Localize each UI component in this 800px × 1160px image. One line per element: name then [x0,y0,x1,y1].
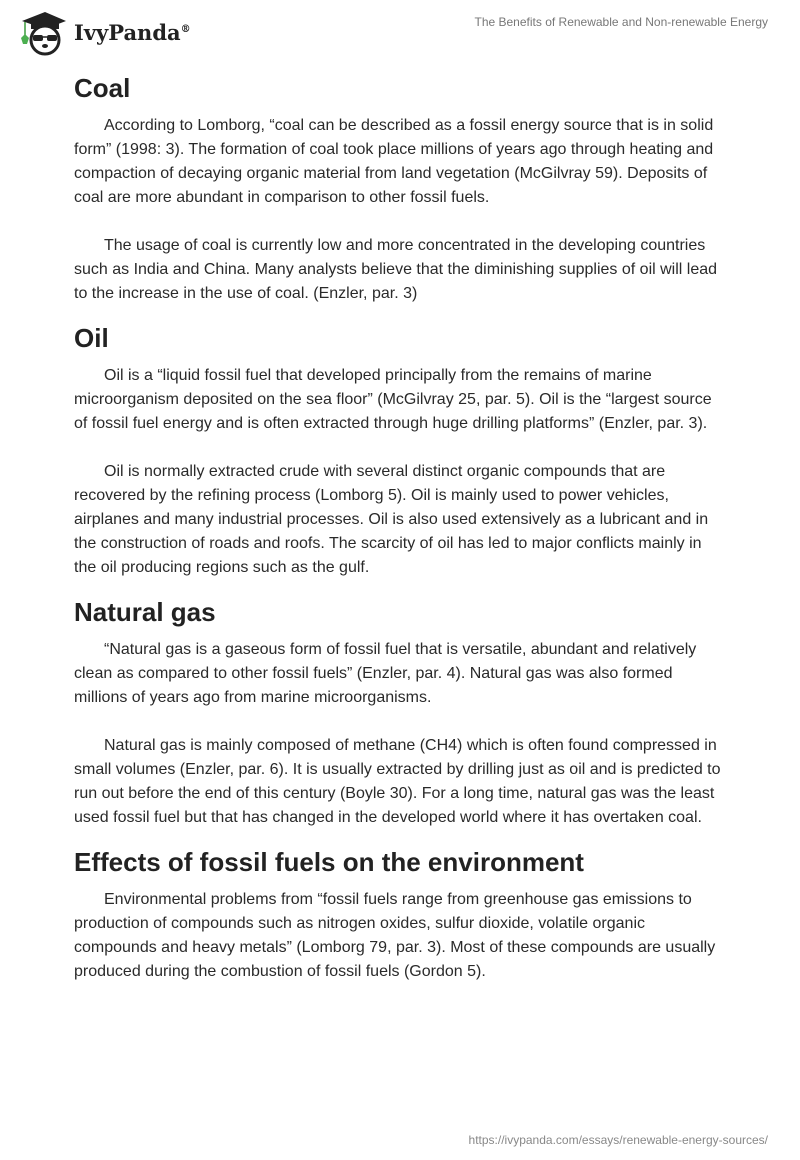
paragraph: Oil is normally extracted crude with several distinct organic compounds that are recovered by the refining process (Lomborg 5). Oil is mainly used to power vehicles, airplanes and many industrial processes. Oil is also used extensively as a lubricant and in the construction of roads and roofs. The scarcity of oil has led to major conflicts mainly in the oil producing regions such as the gulf. [74,463,709,576]
source-url[interactable]: https://ivypanda.com/essays/renewable-energy-sources/ [468,1133,768,1147]
panda-graduate-icon [18,8,68,56]
paragraph: Environmental problems from “fossil fuels range from greenhouse gas emissions to production of compounds such as nitrogen oxides, sulfur dioxide, volatile organic compounds and heavy metals” (Lomborg 79, par. 3). Most of these compounds are usually produced during the combustion of fossil fuels (Gordon 5). [74,891,716,980]
section-heading-natural-gas: Natural gas [74,597,216,627]
section-heading-effects: Effects of fossil fuels on the environment [74,847,584,877]
document-title: The Benefits of Renewable and Non-renewable Energy [474,15,768,29]
paragraph: Oil is a “liquid fossil fuel that developed principally from the remains of marine microorganism deposited on the sea floor” (McGilvray 25, par. 5). Oil is the “largest source of fossil fuel energy and is often extracted through huge drilling platforms” (Enzler, par. 3). [74,367,712,432]
paragraph: The usage of coal is currently low and more concentrated in the developing countries such as India and China. Many analysts believe that the diminishing supplies of oil will lead to the increase in the use of coal. (Enzler, par. 3) [74,237,718,302]
essay-content [74,72,728,984]
section-heading-coal: Coal [74,73,131,103]
paragraph: According to Lomborg, “coal can be described as a fossil energy source that is in solid form” (1998: 3). The formation of coal took place millions of years ago through heating and compaction of decaying organic material from land vegetation (McGilvray 59). Deposits of coal are more abundant in comparison to other fossil fuels. [74,117,714,206]
section-heading-oil: Oil [74,323,109,353]
ivypanda-logo[interactable] [18,8,191,56]
paragraph: Natural gas is mainly composed of methane (CH4) which is often found compressed in small volumes (Enzler, par. 6). It is usually extracted by drilling just as oil and is predicted to run out before the end of this century (Boyle 30). For a long time, natural gas was the least used fossil fuel but that has changed in the developed world where it has overtaken coal. [74,737,721,826]
logo-text: IvyPanda® [74,19,191,45]
paragraph: “Natural gas is a gaseous form of fossil fuel that is versatile, abundant and relatively clean as compared to other fossil fuels” (Enzler, par. 4). Natural gas was also formed millions of years ago from marine microorganisms. [74,641,697,706]
